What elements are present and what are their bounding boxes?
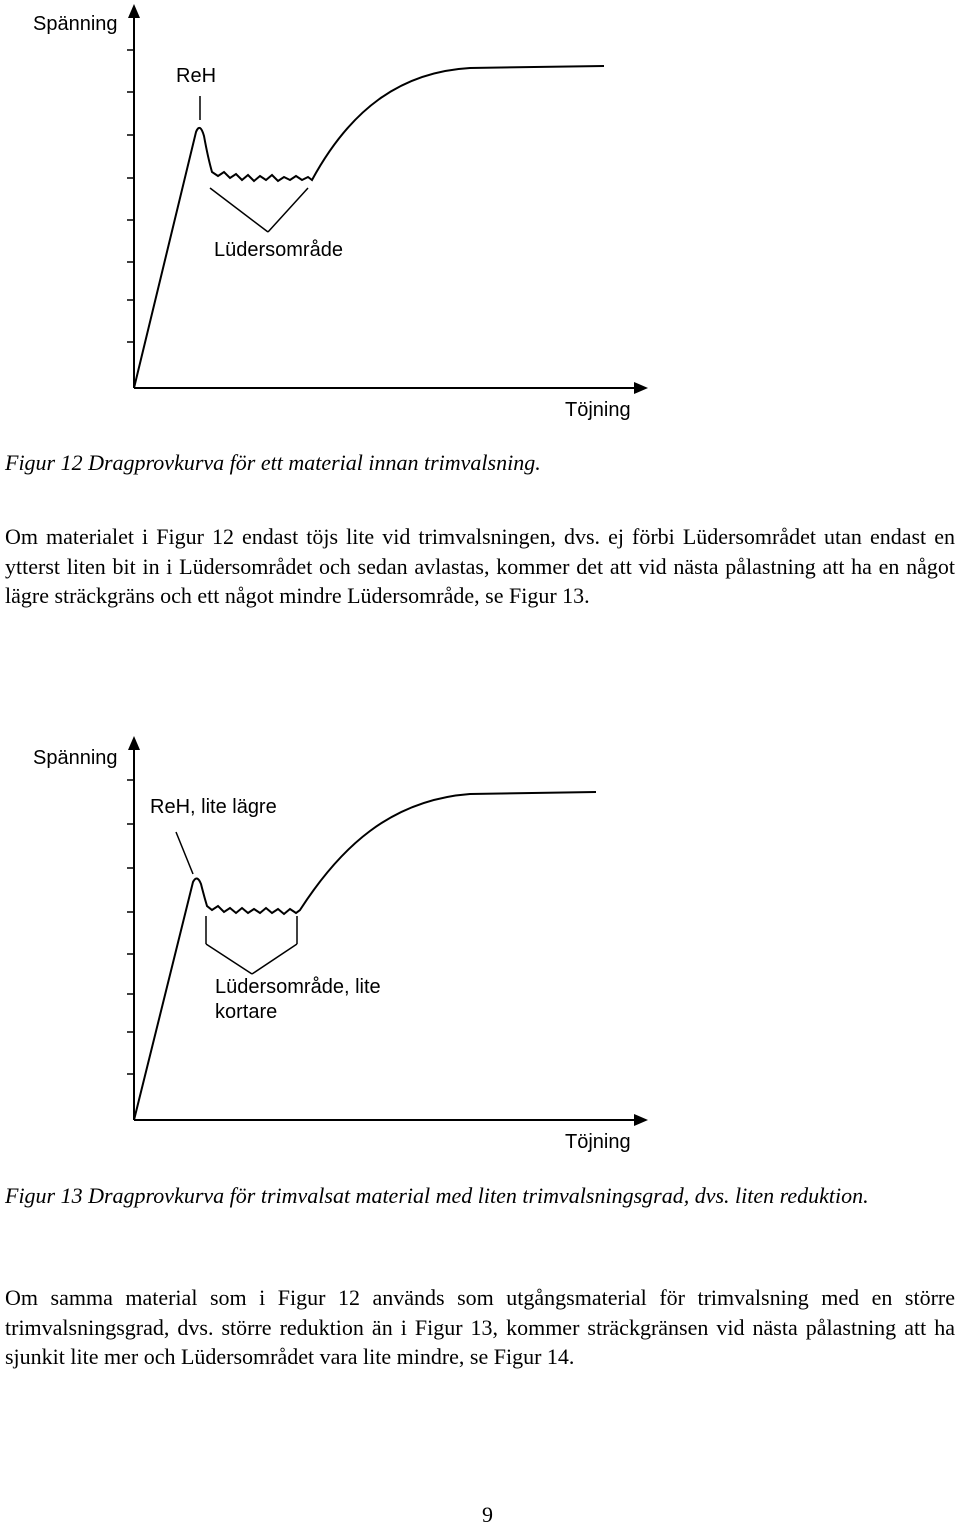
paragraph-2: Om samma material som i Figur 12 används som utgångsmaterial för trimvalsning med en större trimvalsningsgrad, dvs. större reduktion än i Figur 13, kommer sträckgränsen vid nästa pålastning att ha sjunkit lite mer och Lüdersområdet vara lite mindre, se Figur 14. xyxy=(5,1285,955,1369)
x-axis-label: Töjning xyxy=(565,399,631,421)
figure-12-diagram xyxy=(0,0,960,430)
y-axis-label: Spänning xyxy=(33,13,118,35)
luders-label-line1: Lüdersområde, lite xyxy=(215,976,381,998)
luders-label-line2: kortare xyxy=(215,1001,278,1023)
luders-pointer-right xyxy=(268,188,308,232)
figure-13-diagram xyxy=(0,728,960,1158)
stress-strain-curve xyxy=(134,66,604,388)
y-axis-label: Spänning xyxy=(33,747,118,769)
reh-pointer xyxy=(176,832,193,874)
luders-pointer-left xyxy=(210,188,268,232)
figure-13 xyxy=(0,728,960,1158)
luders-label: Lüdersområde xyxy=(214,239,343,261)
page-number: 9 xyxy=(482,1502,493,1527)
x-axis-arrow-icon xyxy=(634,1114,648,1126)
luders-pointer-left xyxy=(206,944,252,974)
y-axis-arrow-icon xyxy=(128,736,140,750)
luders-pointer-right xyxy=(252,944,297,974)
figure-13-caption: Figur 13 Dragprovkurva för trimvalsat material med liten trimvalsningsgrad, dvs. liten reduktion. xyxy=(5,1183,869,1208)
paragraph-1: Om materialet i Figur 12 endast töjs lite vid trimvalsningen, dvs. ej förbi Lüdersområdet utan endast en ytterst liten bit in i Lüdersområdet och sedan avlastas, kommer det att vid nästa pålastning att ha en något lägre sträckgräns och ett något mindre Lüdersområde, se Figur 13. xyxy=(5,524,955,608)
x-axis-label: Töjning xyxy=(565,1131,631,1153)
figure-12 xyxy=(0,0,960,430)
y-axis-ticks xyxy=(127,780,134,1074)
reh-label: ReH xyxy=(176,65,217,87)
stress-strain-curve xyxy=(134,792,596,1120)
y-axis-ticks xyxy=(127,50,134,342)
figure-12-caption: Figur 12 Dragprovkurva för ett material innan trimvalsning. xyxy=(5,450,541,475)
reh-label: ReH, lite lägre xyxy=(150,796,277,818)
y-axis-arrow-icon xyxy=(128,4,140,18)
x-axis-arrow-icon xyxy=(634,382,648,394)
